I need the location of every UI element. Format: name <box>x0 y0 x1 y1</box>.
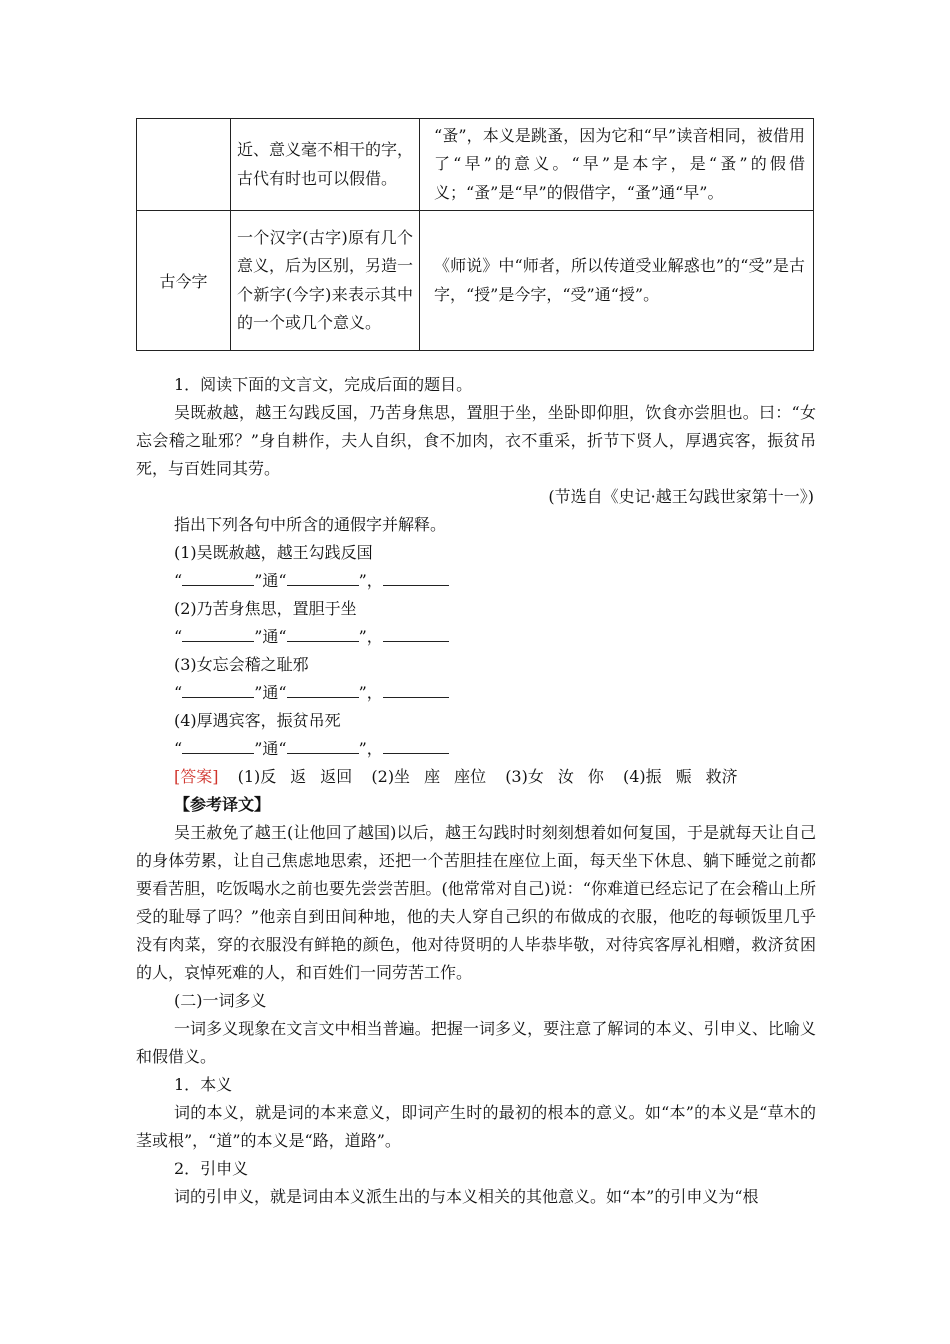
blank-field[interactable] <box>383 625 449 642</box>
subsection-text: 词的本义，就是词的本来意义，即词产生时的最初的根本的意义。如“本”的本义是“草木的茎或根”，“道”的本义是“路，道路”。 <box>136 1103 816 1150</box>
blank-field[interactable] <box>182 569 254 586</box>
question-item-1: (1)吴既赦越，越王勾践反国 <box>174 543 373 562</box>
question-instruction: 指出下列各句中所含的通假字并解释。 <box>174 515 447 534</box>
answer-blank-row: “ ”通“ ”， <box>174 679 449 707</box>
term-cell: 古今字 <box>137 211 231 351</box>
translation-text: 吴王赦免了越王(让他回了越国)以后，越王勾践时时刻刻想着如何复国，于是就每天让自己的身体劳累，让自己焦虑地思索，还把一个苦胆挂在座位上面，每天坐下休息、躺下睡觉之前都要看苦胆，吃饭喝水之前也要先尝尝苦胆。(他常常对自己)说：“你难道已经忘记了在会稽山上所受的耻辱了吗？”他亲自到田间种地，他的夫人穿自己织的布做成的衣服，他吃的每顿饭里几乎没有肉菜，穿的衣服没有鲜艳的颜色，他对待贤明的人毕恭毕敬，对待宾客厚礼相赠，救济贫困的人，哀悼死难的人，和百姓们一同劳苦工作。 <box>136 823 816 982</box>
question-intro: 1．阅读下面的文言文，完成后面的题目。 <box>174 375 473 394</box>
section-heading: (二)一词多义 <box>174 991 267 1010</box>
passage-text: 吴既赦越，越王勾践反国，乃苦身焦思，置胆于坐，坐卧即仰胆，饮食亦尝胆也。曰：“女忘会稽之耻邪？”身自耕作，夫人自织，食不加肉，衣不重采，折节下贤人，厚遇宾客，振贫吊死，与百姓同其劳。 <box>136 403 816 478</box>
blank-field[interactable] <box>383 569 449 586</box>
blank-field[interactable] <box>182 737 254 754</box>
example-cell: 《师说》中“师者，所以传道受业解惑也”的“受”是古字，“授”是今字，“受”通“授”。 <box>420 211 814 351</box>
answer-blank-row: “ ”通“ ”， <box>174 623 449 651</box>
definition-cell: 一个汉字(古字)原有几个意义，后为区别，另造一个新字(今字)来表示其中的一个或几个意义。 <box>231 211 420 351</box>
blank-field[interactable] <box>182 625 254 642</box>
subsection-text: 词的引申义，就是词由本义派生出的与本义相关的其他意义。如“本”的引申义为“根 <box>174 1187 759 1206</box>
subsection-title: 2．引申义 <box>174 1159 249 1178</box>
answer-tag: [答案] <box>174 767 219 786</box>
blank-field[interactable] <box>287 625 359 642</box>
question-item-4: (4)厚遇宾客，振贫吊死 <box>174 711 341 730</box>
definition-cell: 近、意义毫不相干的字，古代有时也可以假借。 <box>231 119 420 211</box>
answer-blank-row: “ ”通“ ”， <box>174 567 449 595</box>
passage-source: (节选自《史记·越王勾践世家第十一》) <box>548 487 814 506</box>
answer-blank-row: “ ”通“ ”， <box>174 735 449 763</box>
section-intro: 一词多义现象在文言文中相当普遍。把握一词多义，要注意了解词的本义、引申义、比喻义和假借义。 <box>136 1019 816 1066</box>
blank-field[interactable] <box>287 737 359 754</box>
blank-field[interactable] <box>287 569 359 586</box>
blank-field[interactable] <box>383 737 449 754</box>
definition-table <box>136 118 814 351</box>
subsection-title: 1．本义 <box>174 1075 233 1094</box>
blank-field[interactable] <box>383 681 449 698</box>
question-item-2: (2)乃苦身焦思，置胆于坐 <box>174 599 357 618</box>
example-cell: “蚤”，本义是跳蚤，因为它和“早”读音相同，被借用了“早”的意义。“早”是本字，是“蚤”的假借义；“蚤”是“早”的假借字，“蚤”通“早”。 <box>420 119 814 211</box>
blank-field[interactable] <box>287 681 359 698</box>
answer-line: [答案] (1)反 返 返回 (2)坐 座 座位 (3)女 汝 你 (4)振 赈 救济 <box>174 767 738 786</box>
term-cell <box>137 119 231 211</box>
question-item-3: (3)女忘会稽之耻邪 <box>174 655 309 674</box>
table-row <box>137 211 814 351</box>
translation-title: 【参考译文】 <box>174 795 271 814</box>
table-row <box>137 119 814 211</box>
blank-field[interactable] <box>182 681 254 698</box>
